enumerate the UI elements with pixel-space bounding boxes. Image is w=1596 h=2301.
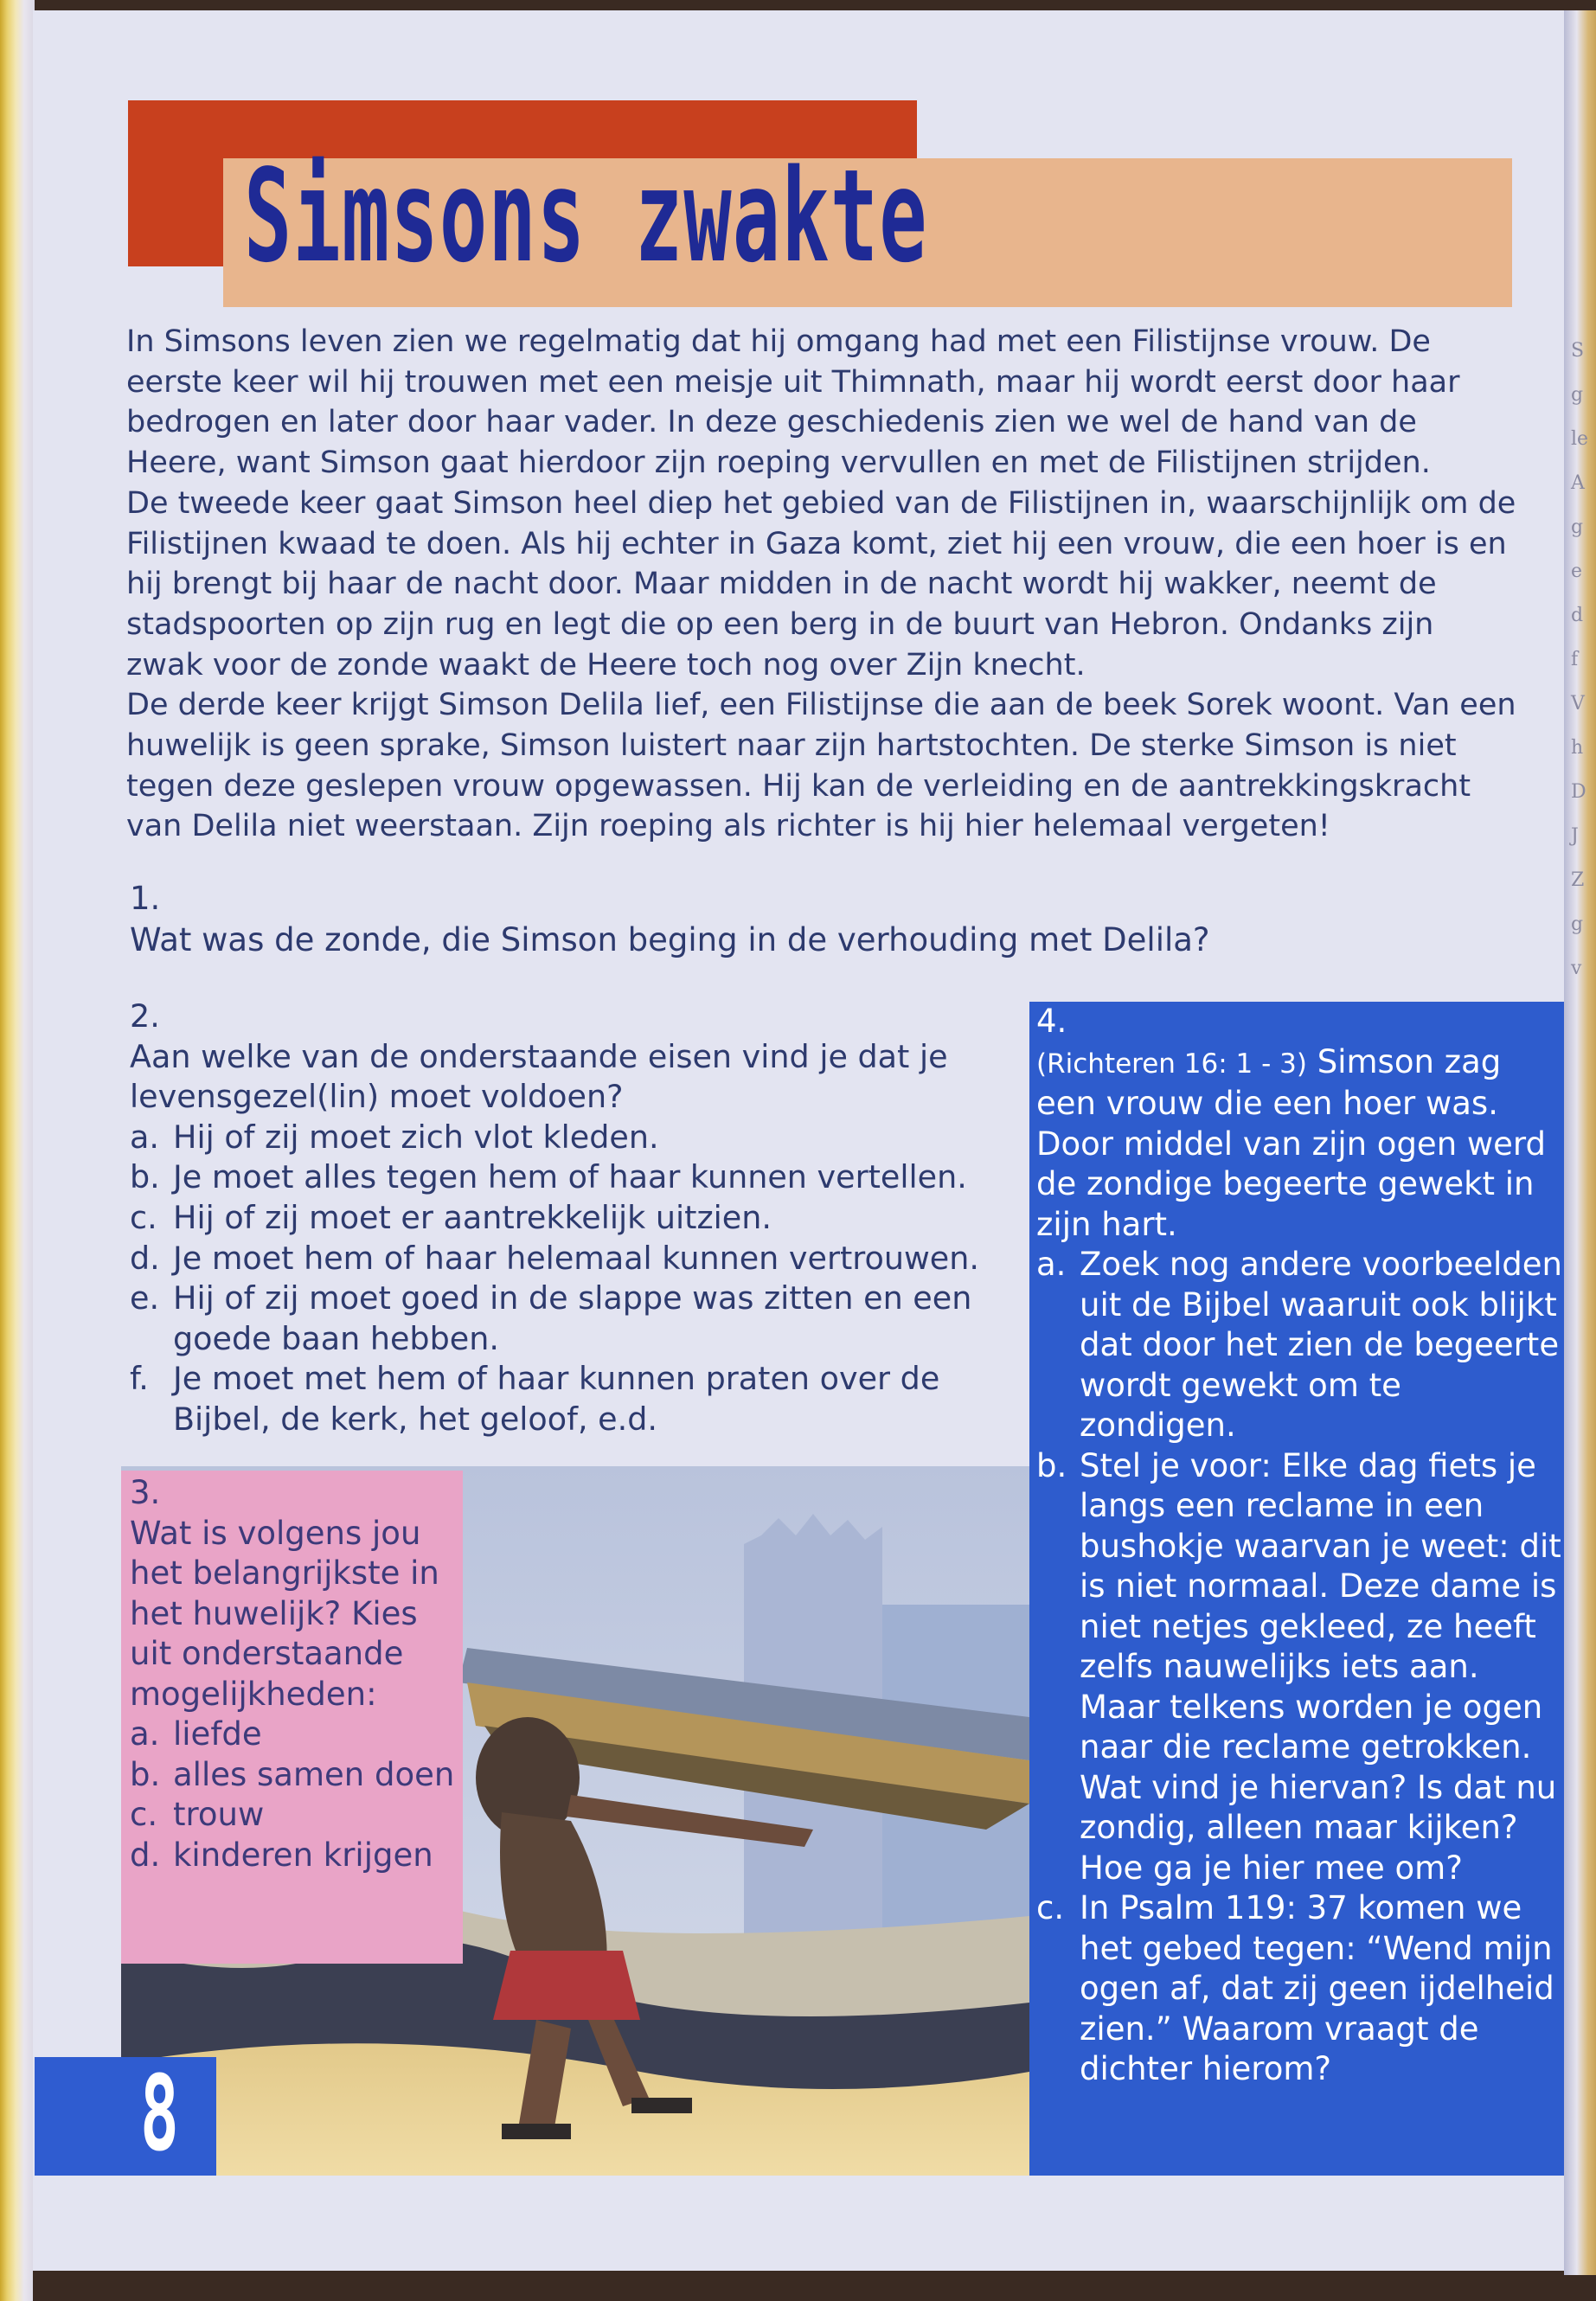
question-2	[130, 997, 1029, 1440]
question-3	[130, 1473, 463, 1875]
option-label: c.	[1036, 1889, 1065, 1926]
question-text: Wat was de zonde, die Simson beging in de verhouding met Delila?	[130, 921, 1210, 958]
question-number: 2.	[130, 997, 160, 1035]
option	[130, 1157, 1029, 1198]
option-label: b.	[130, 1158, 160, 1196]
option-label: e.	[130, 1279, 160, 1317]
option-text: In Psalm 119: 37 komen we het gebed tegen: “Wend mijn ogen af, dat zij geen ijdelheid zien.” Waarom vraagt de dichter hierom?	[1080, 1889, 1554, 2087]
option-text: kinderen krijgen	[173, 1836, 433, 1874]
option-text: Hij of zij moet goed in de slappe was zitten en een goede baan hebben.	[173, 1279, 972, 1357]
option-text: Zoek nog andere voorbeelden uit de Bijbel waaruit ook blijkt dat door het zien de begeerte wordt gewekt om te zondigen.	[1080, 1246, 1562, 1444]
option-text: Je moet alles tegen hem of haar kunnen vertellen.	[173, 1158, 967, 1196]
option-label: c.	[130, 1796, 158, 1833]
question-text: Wat is volgens jou het belangrijkste in het huwelijk? Kies uit onderstaande mogelijkheden:	[130, 1514, 439, 1713]
option	[130, 1715, 463, 1755]
option-label: a.	[130, 1715, 160, 1753]
option-label: a.	[1036, 1246, 1067, 1283]
page-title: Simsons zwakte	[244, 142, 928, 291]
option-text: alles samen doen	[173, 1755, 455, 1793]
option	[130, 1795, 463, 1836]
option-text: Hij of zij moet zich vlot kleden.	[173, 1118, 659, 1156]
option-text: Hij of zij moet er aantrekkelijk uitzien.	[173, 1198, 772, 1236]
option-extra-text: Wat vind je hiervan? Is dat nu zondig, alleen maar kijken? Hoe ga je hier mee om?	[1080, 1768, 1557, 1887]
question-4	[1036, 1002, 1564, 2090]
bible-reference: (Richteren 16: 1 - 3)	[1036, 1048, 1307, 1080]
page-number-box	[35, 2054, 216, 2176]
option-text: Je moet met hem of haar kunnen praten over de Bijbel, de kerk, het geloof, e.d.	[173, 1360, 940, 1438]
intro-text	[126, 322, 1519, 847]
option-text: trouw	[173, 1796, 265, 1833]
option-text: Je moet hem of haar helemaal kunnen vertrouwen.	[173, 1239, 979, 1277]
option	[130, 1755, 463, 1796]
intro-paragraph: De tweede keer gaat Simson heel diep het gebied van de Filistijnen in, waarschijnlijk om de Filistijnen kwaad te doen. Als hij echter in Gaza komt, ziet hij een vrouw, die een hoer is en hij brengt bij haar de nacht door. Maar midden in de nacht wordt hij wakker, neemt de stadspoorten op zijn rug en legt die op een berg in de buurt van Hebron. Ondanks zijn zwak voor de zonde waakt de Heere toch nog over Zijn knecht.	[126, 485, 1516, 683]
option	[1036, 1446, 1564, 1889]
intro-paragraph: In Simsons leven zien we regelmatig dat hij omgang had met een Filistijnse vrouw. De eerste keer wil hij trouwen met een meisje uit Thimnath, maar hij wordt eerst door haar bedrogen en later door haar vader. In deze geschiedenis zien we wel de hand van de Heere, want Simson gaat hierdoor zijn roeping vervullen en met de Filistijnen strijden.	[126, 324, 1460, 481]
option	[130, 1279, 1029, 1359]
option-label: b.	[130, 1755, 161, 1793]
question-number: 3.	[130, 1474, 161, 1511]
option-text: liefde	[173, 1715, 262, 1753]
intro-paragraph: De derde keer krijgt Simson Delila lief, een Filistijnse die aan de beek Sorek woont. Van een huwelijk is geen sprake, Simson luistert naar zijn hartstochten. De sterke Simson is niet tegen deze geslepen vrouw opgewassen. Hij kan de verleiding en de aantrekkingskracht van Delila niet weerstaan. Zijn roeping als richter is hij hier helemaal vergeten!	[126, 688, 1516, 844]
question-1	[130, 878, 1427, 961]
option	[130, 1359, 1029, 1439]
option-text: Stel je voor: Elke dag fiets je langs een reclame in een bushokje waarvan je weet: dit is niet normaal. Deze dame is niet netjes gekleed, ze heeft zelfs nauwelijks iets aan. Maar telkens worden je ogen naar die reclame getrokken.	[1080, 1446, 1561, 1766]
option	[1036, 1888, 1564, 2090]
question-number: 4.	[1036, 1003, 1067, 1040]
question-number: 1.	[130, 880, 161, 917]
option	[1036, 1245, 1564, 1446]
samson-tunic	[493, 1951, 640, 2020]
option-label: c.	[130, 1198, 157, 1236]
next-page-letters: S g le A g e d f V h D J Z g v	[1571, 340, 1589, 979]
option-label: d.	[130, 1836, 161, 1874]
question-text	[1036, 1042, 1564, 1246]
option-label: d.	[130, 1239, 160, 1277]
option-label: b.	[1036, 1446, 1067, 1484]
question-text: Aan welke van de onderstaande eisen vind je dat je levensgezel(lin) moet voldoen?	[130, 1037, 948, 1116]
page-number: 8	[140, 2054, 179, 2175]
option	[130, 1198, 1029, 1239]
option	[130, 1239, 1029, 1279]
question-body: Simson zag een vrouw die een hoer was. Door middel van zijn ogen werd de zondige begeerte gewekt in zijn hart.	[1036, 1042, 1546, 1243]
option-label: a.	[130, 1118, 159, 1156]
option-label: f.	[130, 1360, 149, 1398]
bottom-edge	[33, 2271, 1564, 2301]
book-binding	[0, 0, 35, 2301]
option	[130, 1118, 1029, 1158]
option	[130, 1836, 463, 1876]
